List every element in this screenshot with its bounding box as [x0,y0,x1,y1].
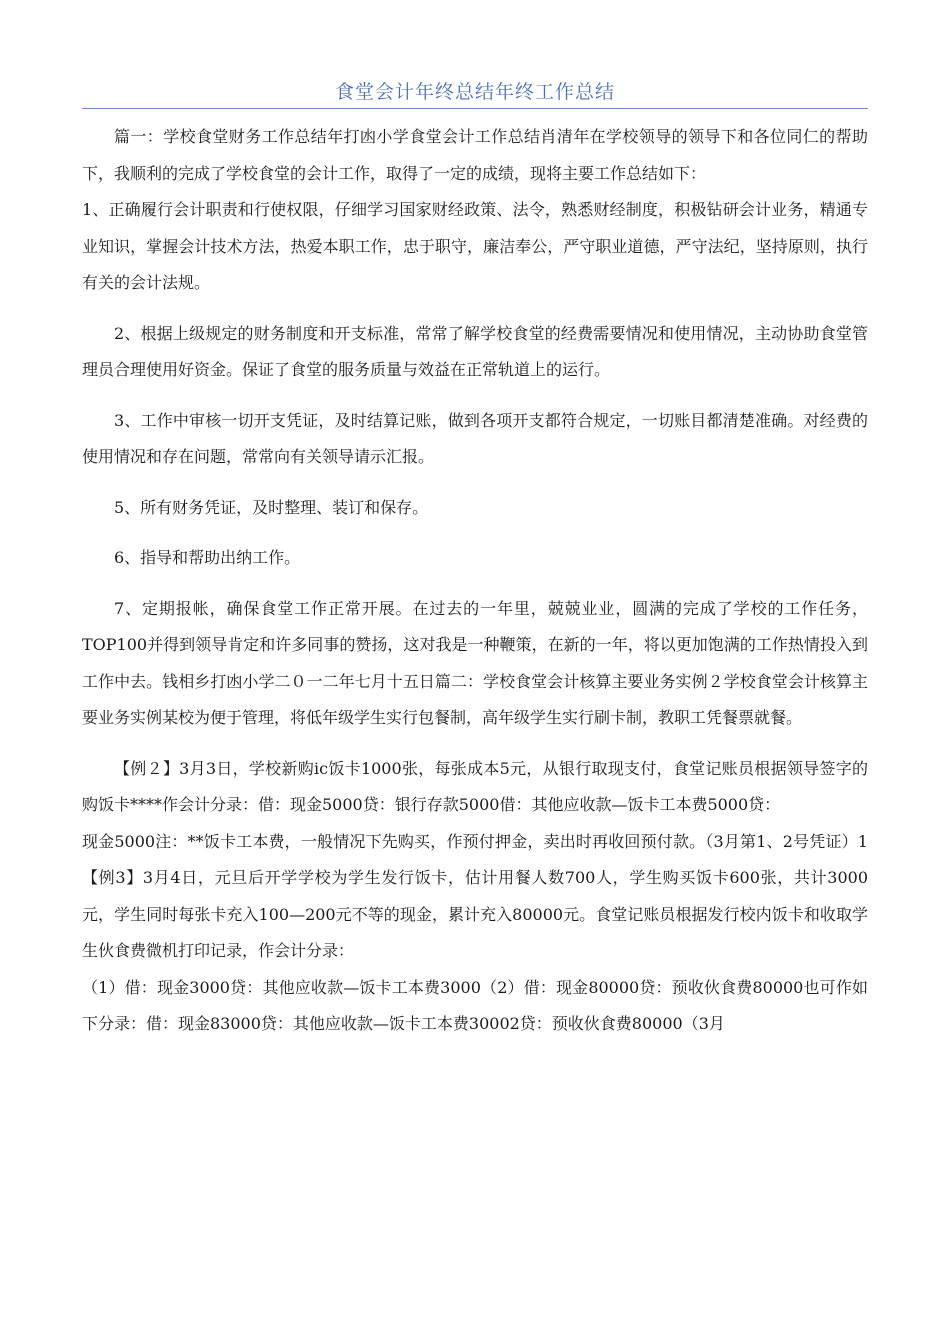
document-body [82,119,868,1043]
document-title: 食堂会计年终总结年终工作总结 [82,78,868,109]
paragraph-item-1: 1、正确履行会计职责和行使权限，仔细学习国家财经政策、法令，熟悉财经制度，积极钻研会计业务，精通专业知识，掌握会计技术方法，热爱本职工作，忠于职守，廉洁奉公，严守职业道德，严守法纪，坚持原则，执行有关的会计法规。 [82,200,868,292]
paragraph-item-3: 3、工作中审核一切开支凭证，及时结算记账，做到各项开支都符合规定，一切账目都清楚准确。对经费的使用情况和存在问题，常常向有关领导请示汇报。 [82,410,868,466]
paragraph-entries: （1）借：现金3000贷：其他应收款—饭卡工本费3000（2）借：现金80000贷：预收伙食费80000也可作如下分录：借：现金83000贷：其他应收款—饭卡工本费30002贷：预收伙食费80000（3月 [82,977,868,1033]
paragraph-example-2: 【例２】3月3日，学校新购ic饭卡1000张，每张成本5元，从银行取现支付，食堂记账员根据领导签字的购饭卡****作会计分录：借：现金5000贷：银行存款5000借：其他应收款—饭卡工本费5000贷： [82,758,868,814]
paragraph-intro: 篇一：学校食堂财务工作总结年打凼小学食堂会计工作总结肖清年在学校领导的领导下和各位同仁的帮助下，我顺利的完成了学校食堂的会计工作，取得了一定的成绩，现将主要工作总结如下： [82,127,868,183]
paragraph-item-5: 5、所有财务凭证，及时整理、装订和保存。 [114,497,429,517]
paragraph-item-2: 2、根据上级规定的财务制度和开支标准，常常了解学校食堂的经费需要情况和使用情况，主动协助食堂管理员合理使用好资金。保证了食堂的服务质量与效益在正常轨道上的运行。 [82,323,868,379]
paragraph-item-6: 6、指导和帮助出纳工作。 [114,548,301,567]
paragraph-item-7: 7、定期报帐，确保食堂工作正常开展。在过去的一年里，兢兢业业，圆满的完成了学校的工作任务，TOP100并得到领导肯定和许多同事的赞扬，这对我是一种鞭策，在新的一年，将以更加饱满的工作热情投入到工作中去。钱相乡打凼小学二０一二年七月十五日篇二：学校食堂会计核算主要业务实例２学校食堂会计核算主要业务实例某校为便于管理，将低年级学生实行包餐制，高年级学生实行刷卡制，教职工凭餐票就餐。 [82,598,868,727]
paragraph-example-3: 现金5000注：**饭卡工本费，一般情况下先购买，作预付押金，卖出时再收回预付款。（3月第1、2号凭证）1【例3】3月4日，元旦后开学学校为学生发行饭卡，估计用餐人数700人，学生购买饭卡600张，共计3000元，学生同时每张卡充入100—200元不等的现金，累计充入80000元。食堂记账员根据发行校内饭卡和收取学生伙食费微机打印记录，作会计分录： [82,831,868,960]
document-page [82,78,868,1043]
